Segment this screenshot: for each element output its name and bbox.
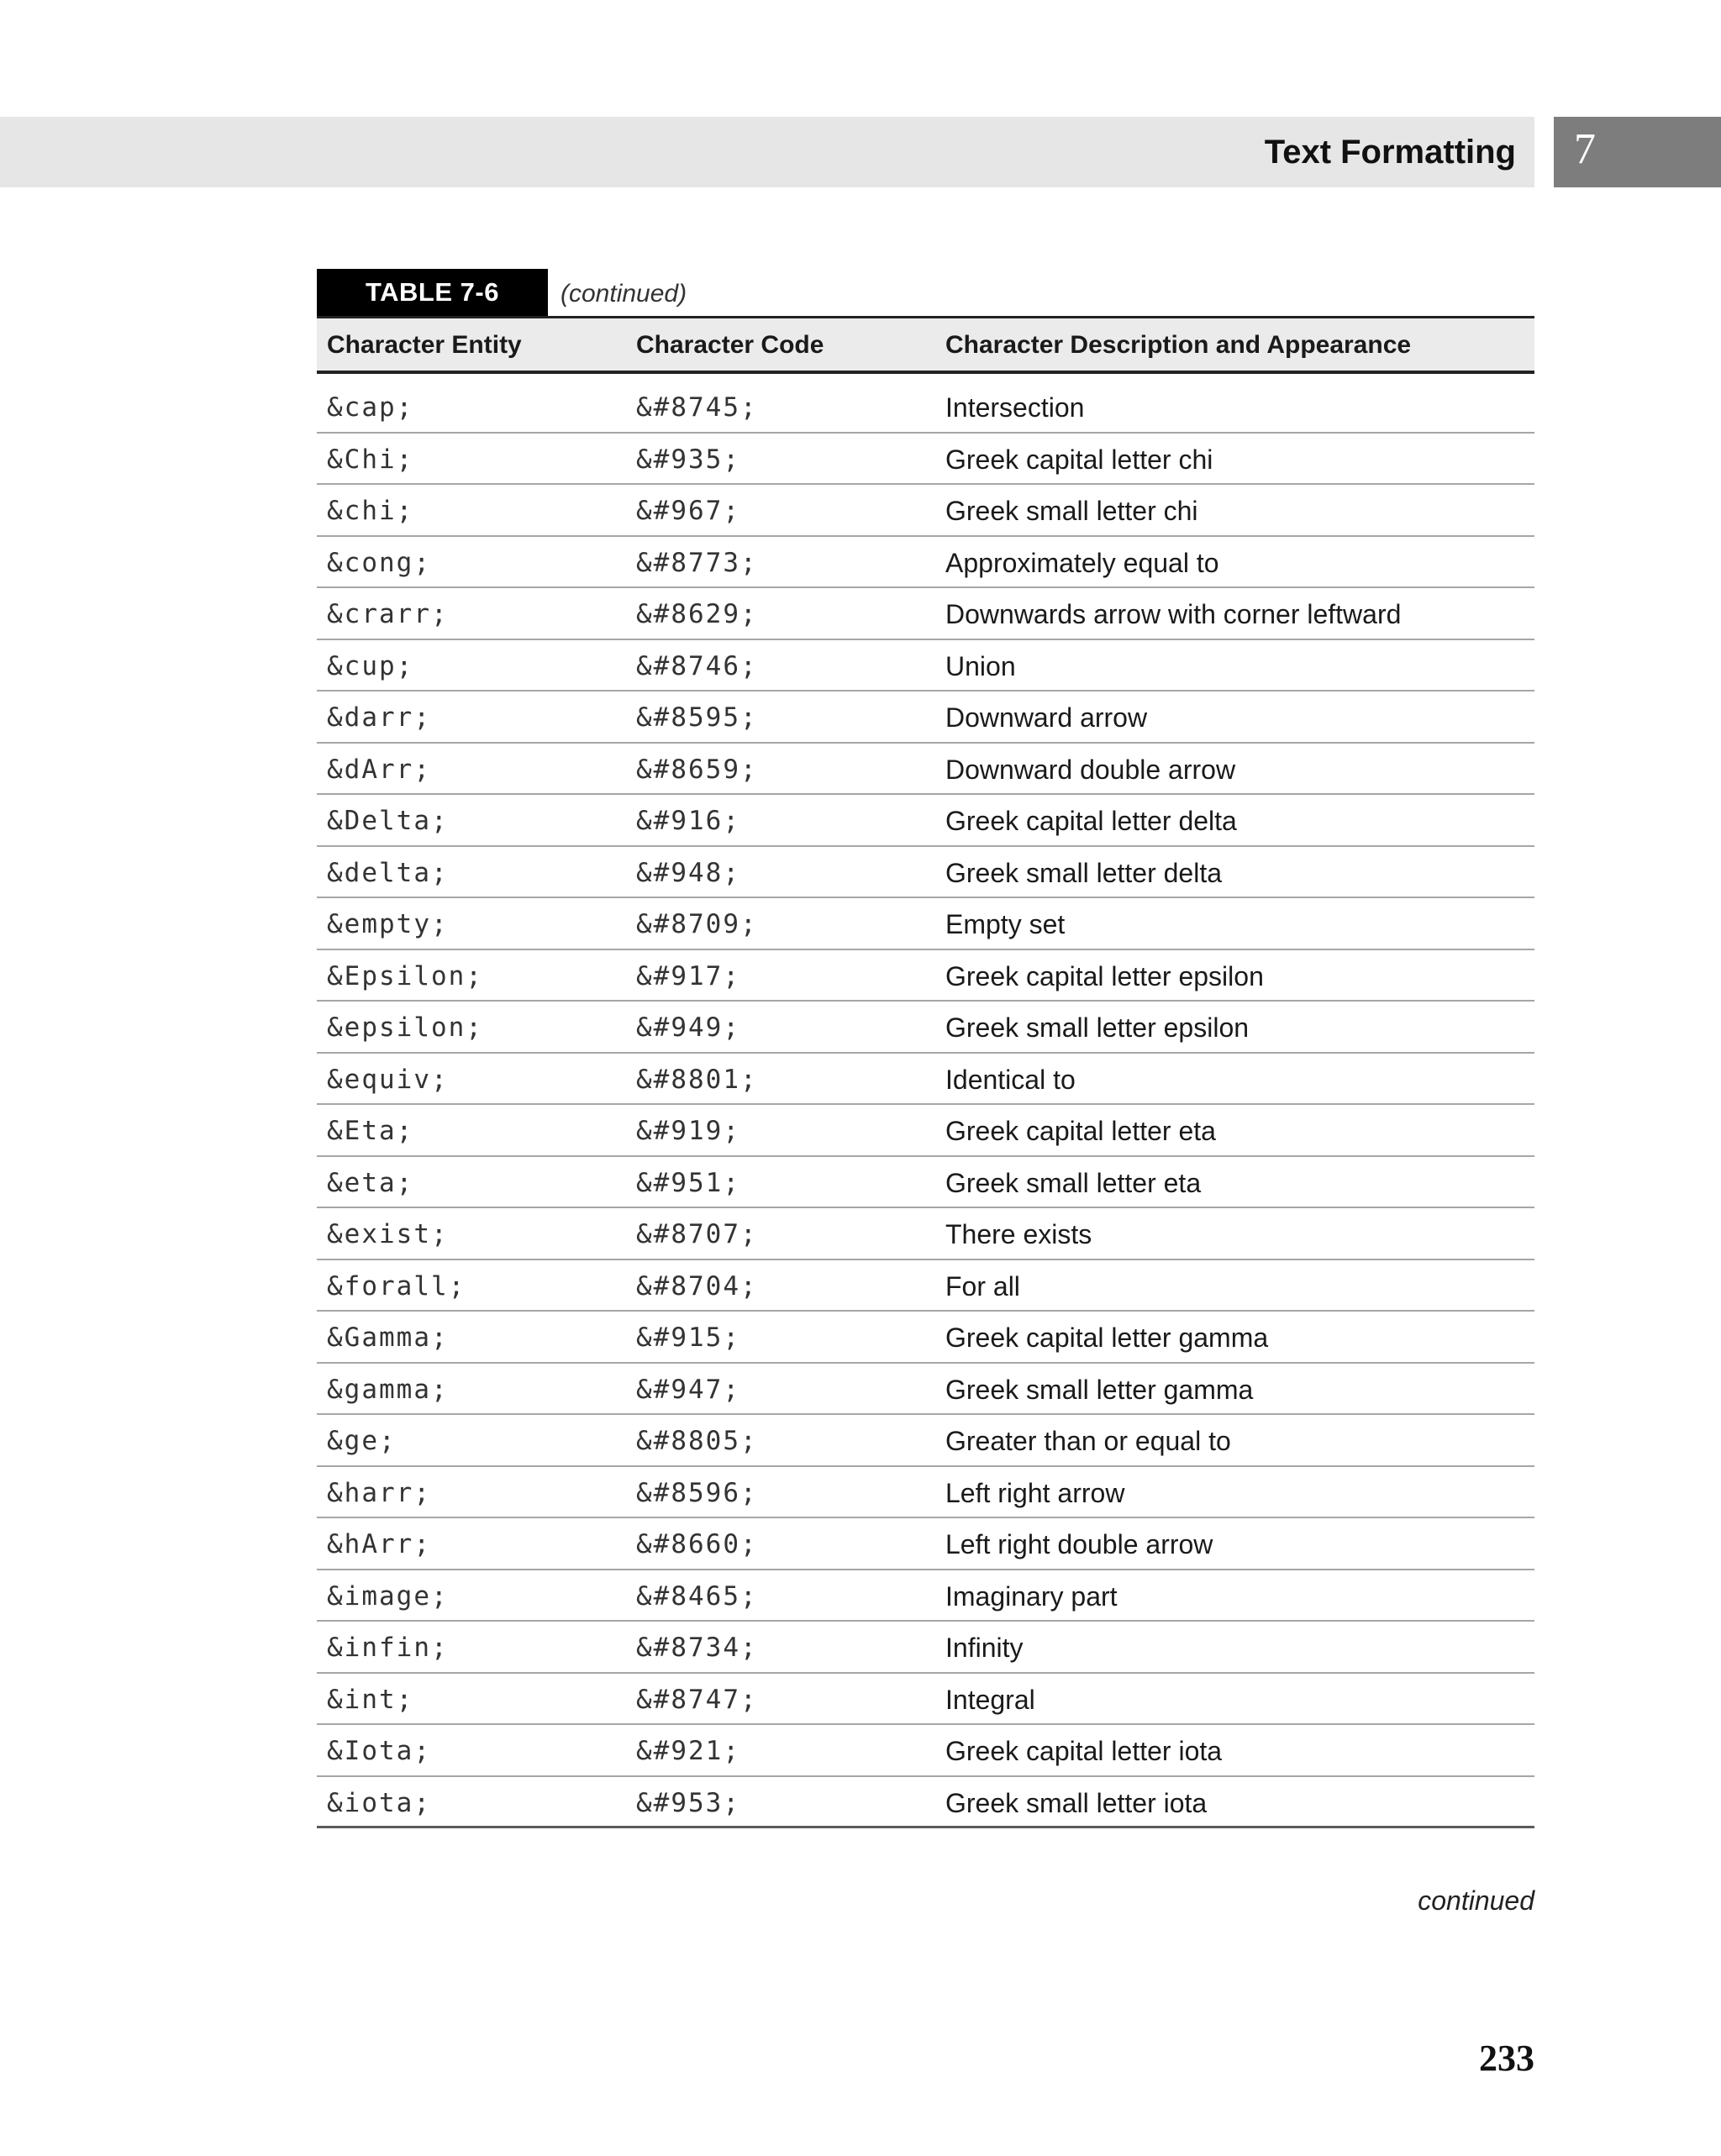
description-cell: Imaginary part bbox=[945, 1580, 1118, 1612]
code-cell: &#8660; bbox=[636, 1529, 758, 1559]
code-cell: &#8704; bbox=[636, 1270, 758, 1301]
table-continued-label: (continued) bbox=[561, 280, 687, 308]
code-cell: &#949; bbox=[636, 1012, 740, 1043]
table-row bbox=[317, 1208, 1534, 1260]
column-header-entity: Character Entity bbox=[327, 331, 522, 359]
code-cell: &#8596; bbox=[636, 1477, 758, 1508]
table-row bbox=[317, 847, 1534, 899]
description-cell: Greater than or equal to bbox=[945, 1426, 1231, 1456]
table-row bbox=[317, 1002, 1534, 1054]
description-cell: Infinity bbox=[945, 1633, 1024, 1663]
code-cell: &#8709; bbox=[636, 909, 758, 939]
table-row bbox=[317, 1364, 1534, 1416]
entity-cell: &crarr; bbox=[327, 599, 449, 629]
page-number: 233 bbox=[1479, 2038, 1534, 2079]
description-cell: Downward double arrow bbox=[945, 754, 1236, 785]
code-cell: &#947; bbox=[636, 1374, 740, 1405]
table-row bbox=[317, 1260, 1534, 1312]
chapter-tab bbox=[1554, 117, 1721, 187]
code-cell: &#919; bbox=[636, 1116, 740, 1146]
table-row bbox=[317, 485, 1534, 537]
description-cell: Approximately equal to bbox=[945, 547, 1219, 578]
entity-cell: &cup; bbox=[327, 650, 414, 681]
table-caption bbox=[317, 269, 1534, 316]
code-cell: &#8745; bbox=[636, 392, 758, 423]
table-row bbox=[317, 1415, 1534, 1467]
description-cell: Greek capital letter iota bbox=[945, 1736, 1223, 1766]
entity-cell: &chi; bbox=[327, 496, 414, 526]
code-cell: &#8801; bbox=[636, 1064, 758, 1095]
code-cell: &#8747; bbox=[636, 1684, 758, 1715]
table-row bbox=[317, 434, 1534, 486]
entity-cell: &Eta; bbox=[327, 1116, 414, 1146]
code-cell: &#921; bbox=[636, 1736, 740, 1766]
entity-cell: &darr; bbox=[327, 702, 431, 733]
code-cell: &#948; bbox=[636, 857, 740, 888]
description-cell: Greek small letter iota bbox=[945, 1787, 1208, 1818]
code-cell: &#8773; bbox=[636, 547, 758, 578]
description-cell: Downward arrow bbox=[945, 702, 1148, 733]
entity-table bbox=[317, 269, 1534, 1828]
description-cell: Integral bbox=[945, 1684, 1035, 1715]
entity-cell: &image; bbox=[327, 1580, 449, 1612]
table-row bbox=[317, 1105, 1534, 1157]
description-cell: There exists bbox=[945, 1219, 1092, 1249]
description-cell: Union bbox=[945, 650, 1016, 681]
entity-cell: &infin; bbox=[327, 1633, 449, 1663]
table-body bbox=[317, 374, 1534, 1828]
description-cell: Greek small letter delta bbox=[945, 857, 1223, 888]
entity-cell: &ge; bbox=[327, 1426, 397, 1456]
column-header-code: Character Code bbox=[636, 331, 824, 359]
entity-cell: &delta; bbox=[327, 857, 449, 888]
table-row bbox=[317, 1674, 1534, 1726]
code-cell: &#935; bbox=[636, 444, 740, 475]
table-row bbox=[317, 898, 1534, 950]
table-row bbox=[317, 1054, 1534, 1106]
table-row bbox=[317, 1467, 1534, 1519]
table-row bbox=[317, 1622, 1534, 1674]
entity-cell: &Gamma; bbox=[327, 1323, 449, 1353]
description-cell: Intersection bbox=[945, 392, 1085, 423]
code-cell: &#951; bbox=[636, 1167, 740, 1198]
column-header-description: Character Description and Appearance bbox=[945, 331, 1412, 359]
table-row bbox=[317, 950, 1534, 1002]
code-cell: &#8707; bbox=[636, 1219, 758, 1249]
description-cell: Greek small letter epsilon bbox=[945, 1012, 1250, 1043]
description-cell: Greek capital letter chi bbox=[945, 444, 1213, 475]
table-row bbox=[317, 1725, 1534, 1777]
code-cell: &#916; bbox=[636, 806, 740, 836]
description-cell: Greek capital letter delta bbox=[945, 806, 1237, 836]
table-row bbox=[317, 381, 1534, 434]
table-row bbox=[317, 1777, 1534, 1829]
entity-cell: &empty; bbox=[327, 909, 449, 939]
code-cell: &#8734; bbox=[636, 1633, 758, 1663]
entity-cell: &Iota; bbox=[327, 1736, 431, 1766]
code-cell: &#967; bbox=[636, 496, 740, 526]
chapter-number: 7 bbox=[1574, 125, 1596, 173]
entity-cell: &exist; bbox=[327, 1219, 449, 1249]
entity-cell: &Epsilon; bbox=[327, 960, 483, 991]
table-row bbox=[317, 744, 1534, 796]
code-cell: &#915; bbox=[636, 1323, 740, 1353]
entity-cell: &epsilon; bbox=[327, 1012, 483, 1043]
code-cell: &#8659; bbox=[636, 754, 758, 785]
description-cell: For all bbox=[945, 1270, 1020, 1301]
table-row bbox=[317, 640, 1534, 692]
code-cell: &#8465; bbox=[636, 1580, 758, 1612]
table-row bbox=[317, 1157, 1534, 1209]
entity-cell: &hArr; bbox=[327, 1529, 431, 1559]
entity-cell: &dArr; bbox=[327, 754, 431, 785]
entity-cell: &cong; bbox=[327, 547, 431, 578]
description-cell: Left right double arrow bbox=[945, 1529, 1213, 1559]
entity-cell: &Chi; bbox=[327, 444, 414, 475]
code-cell: &#8746; bbox=[636, 650, 758, 681]
table-row bbox=[317, 1570, 1534, 1622]
description-cell: Downwards arrow with corner leftward bbox=[945, 599, 1402, 629]
description-cell: Greek capital letter epsilon bbox=[945, 960, 1264, 991]
description-cell: Greek small letter eta bbox=[945, 1167, 1202, 1198]
table-header-row bbox=[317, 316, 1534, 374]
entity-cell: &equiv; bbox=[327, 1064, 449, 1095]
table-row bbox=[317, 1518, 1534, 1570]
table-label: TABLE 7-6 bbox=[317, 269, 548, 316]
description-cell: Left right arrow bbox=[945, 1477, 1125, 1508]
description-cell: Identical to bbox=[945, 1064, 1076, 1095]
description-cell: Greek capital letter eta bbox=[945, 1116, 1216, 1146]
entity-cell: &int; bbox=[327, 1684, 414, 1715]
table-row bbox=[317, 1312, 1534, 1364]
entity-cell: &eta; bbox=[327, 1167, 414, 1198]
code-cell: &#8629; bbox=[636, 599, 758, 629]
entity-cell: &gamma; bbox=[327, 1374, 449, 1405]
table-row bbox=[317, 588, 1534, 640]
code-cell: &#8595; bbox=[636, 702, 758, 733]
continued-note: continued bbox=[1418, 1885, 1534, 1916]
table-row bbox=[317, 795, 1534, 847]
entity-cell: &cap; bbox=[327, 392, 414, 423]
entity-cell: &forall; bbox=[327, 1270, 466, 1301]
code-cell: &#953; bbox=[636, 1787, 740, 1818]
description-cell: Empty set bbox=[945, 909, 1066, 939]
entity-cell: &harr; bbox=[327, 1477, 431, 1508]
entity-cell: &iota; bbox=[327, 1787, 431, 1818]
chapter-title: Text Formatting bbox=[1264, 134, 1516, 171]
table-row bbox=[317, 537, 1534, 589]
table-row bbox=[317, 691, 1534, 744]
description-cell: Greek small letter chi bbox=[945, 496, 1198, 526]
code-cell: &#8805; bbox=[636, 1426, 758, 1456]
code-cell: &#917; bbox=[636, 960, 740, 991]
description-cell: Greek capital letter gamma bbox=[945, 1323, 1269, 1353]
description-cell: Greek small letter gamma bbox=[945, 1374, 1254, 1405]
entity-cell: &Delta; bbox=[327, 806, 449, 836]
